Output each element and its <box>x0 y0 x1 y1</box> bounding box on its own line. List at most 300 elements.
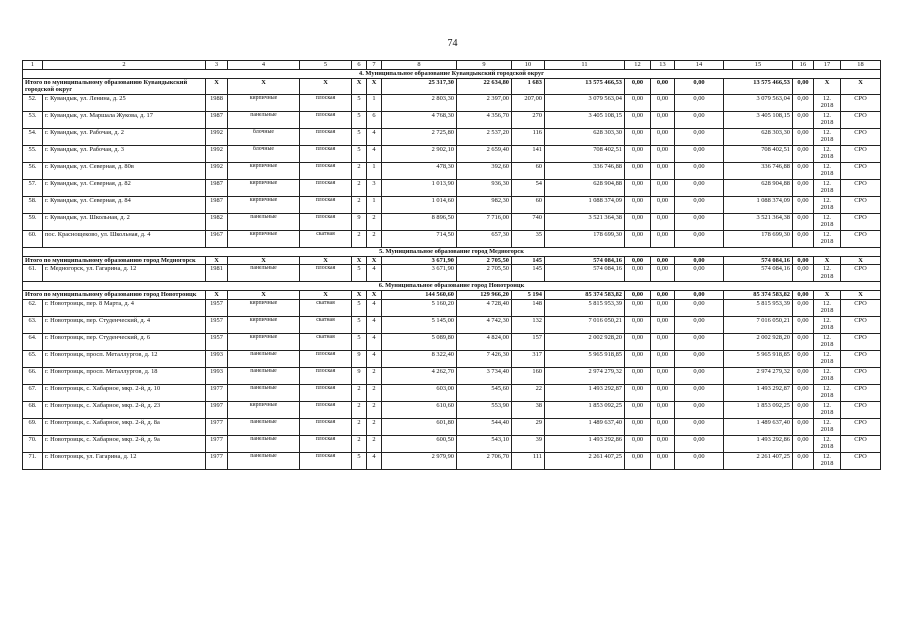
table-cell-addr: г. Новотроицк, пер. Студенческий, д. 4 <box>43 316 206 333</box>
table-cell-addr: г. Новотроицк, ул. Гагарина, д. 12 <box>43 452 206 469</box>
total-cell: 0,00 <box>675 79 724 95</box>
table-cell-ent: 1 <box>367 94 382 111</box>
total-cell: X <box>228 256 300 264</box>
table-cell-floors: 5 <box>352 145 367 162</box>
table-cell-z1: 0,00 <box>625 384 651 401</box>
table-row <box>23 213 881 230</box>
table-cell-area2: 2 397,00 <box>457 94 512 111</box>
total-cell: 0,00 <box>793 256 814 264</box>
table-cell-roof: плоская <box>300 265 352 282</box>
table-cell-way: СРО <box>841 128 881 145</box>
table-cell-addr: г. Новотроицк, с. Хабарное, мкр. 2-й, д. 23 <box>43 401 206 418</box>
total-cell: X <box>367 256 382 264</box>
table-cell-ent: 2 <box>367 213 382 230</box>
table-cell-area: 1 013,90 <box>382 179 457 196</box>
table-cell-floors: 5 <box>352 452 367 469</box>
table-cell-walls: блочные <box>228 145 300 162</box>
table-cell-cost: 3 521 364,38 <box>545 213 625 230</box>
table-cell-addr: г. Кувандык, ул. Северная, д. 82 <box>43 179 206 196</box>
table-cell-addr: г. Медногорск, ул. Гагарина, д. 12 <box>43 265 206 282</box>
table-cell-cost: 3 405 108,15 <box>545 111 625 128</box>
table-cell-n: 64. <box>23 333 43 350</box>
table-cell-ent: 1 <box>367 162 382 179</box>
table-cell-z2: 0,00 <box>651 384 675 401</box>
table-cell-area: 8 896,50 <box>382 213 457 230</box>
table-cell-z3: 0,00 <box>675 350 724 367</box>
total-cell: 145 <box>512 256 545 264</box>
table-cell-year: 1957 <box>206 299 228 316</box>
table-cell-addr: г. Новотроицк, с. Хабарное, мкр. 2-й, д. 8а <box>43 418 206 435</box>
table-cell-area: 4 262,70 <box>382 367 457 384</box>
table-cell-z4: 0,00 <box>793 145 814 162</box>
table-cell-roof: скатная <box>300 333 352 350</box>
table-cell-z4: 0,00 <box>793 162 814 179</box>
table-cell-z2: 0,00 <box>651 162 675 179</box>
table-cell-addr: г. Новотроицк, просп. Металлургов, д. 18 <box>43 367 206 384</box>
table-row <box>23 265 881 282</box>
table-cell-addr: г. Новотроицк, просп. Металлургов, д. 12 <box>43 350 206 367</box>
table-cell-floors: 5 <box>352 299 367 316</box>
total-cell: X <box>206 291 228 299</box>
table-cell-z4: 0,00 <box>793 94 814 111</box>
table-cell-ent: 1 <box>367 196 382 213</box>
table-cell-n: 69. <box>23 418 43 435</box>
table-cell-cost: 628 904,88 <box>545 179 625 196</box>
table-cell-cost2: 336 746,88 <box>724 162 793 179</box>
total-cell: X <box>841 79 881 95</box>
section-title: 6. Муниципальное образование город Новотроицк <box>23 282 881 291</box>
table-cell-people: 29 <box>512 418 545 435</box>
table-cell-z4: 0,00 <box>793 299 814 316</box>
table-cell-z1: 0,00 <box>625 179 651 196</box>
table-cell-cost2: 1 489 637,40 <box>724 418 793 435</box>
table-cell-area: 714,50 <box>382 230 457 247</box>
table-cell-z3: 0,00 <box>675 162 724 179</box>
table-cell-date: 12. 2018 <box>814 179 841 196</box>
table-cell-way: СРО <box>841 94 881 111</box>
table-cell-cost2: 178 699,30 <box>724 230 793 247</box>
table-cell-cost2: 3 079 563,04 <box>724 94 793 111</box>
table-cell-z4: 0,00 <box>793 230 814 247</box>
table-cell-z4: 0,00 <box>793 111 814 128</box>
total-cell: X <box>814 256 841 264</box>
table-cell-walls: панельные <box>228 384 300 401</box>
table-cell-way: СРО <box>841 230 881 247</box>
total-cell: 25 317,30 <box>382 79 457 95</box>
column-number: 1 <box>23 61 43 70</box>
table-cell-floors: 2 <box>352 230 367 247</box>
table-row <box>23 162 881 179</box>
table-cell-area2: 3 734,40 <box>457 367 512 384</box>
table-cell-addr: г. Кувандык, ул. Рабочая, д. 2 <box>43 128 206 145</box>
table-cell-area: 603,00 <box>382 384 457 401</box>
total-cell: X <box>352 79 367 95</box>
table-cell-date: 12. 2018 <box>814 145 841 162</box>
table-cell-roof: плоская <box>300 367 352 384</box>
table-cell-z3: 0,00 <box>675 94 724 111</box>
table-cell-n: 61. <box>23 265 43 282</box>
column-number: 13 <box>651 61 675 70</box>
table-cell-z2: 0,00 <box>651 265 675 282</box>
table-cell-cost: 336 746,88 <box>545 162 625 179</box>
table-cell-people: 39 <box>512 435 545 452</box>
table-cell-ent: 2 <box>367 418 382 435</box>
table-cell-addr: г. Новотроицк, пер. Студенческий, д. 6 <box>43 333 206 350</box>
table-row <box>23 452 881 469</box>
table-cell-roof: плоская <box>300 128 352 145</box>
table-cell-date: 12. 2018 <box>814 418 841 435</box>
table-cell-cost: 178 699,30 <box>545 230 625 247</box>
table-cell-addr: г. Новотроицк, с. Хабарное, мкр. 2-й, д. 9а <box>43 435 206 452</box>
table-cell-addr: г. Кувандык, ул. Школьная, д. 2 <box>43 213 206 230</box>
table-cell-walls: панельные <box>228 367 300 384</box>
table-cell-ent: 4 <box>367 265 382 282</box>
table-cell-z4: 0,00 <box>793 418 814 435</box>
table-row <box>23 94 881 111</box>
table-cell-z1: 0,00 <box>625 418 651 435</box>
table-row <box>23 299 881 316</box>
table-cell-roof: плоская <box>300 145 352 162</box>
table-cell-cost2: 2 002 928,20 <box>724 333 793 350</box>
table-cell-cost: 1 493 292,86 <box>545 435 625 452</box>
table-cell-people: 160 <box>512 367 545 384</box>
total-cell: X <box>841 291 881 299</box>
table-cell-z1: 0,00 <box>625 230 651 247</box>
column-number: 7 <box>367 61 382 70</box>
total-cell: X <box>367 291 382 299</box>
table-cell-cost: 7 016 050,21 <box>545 316 625 333</box>
table-cell-cost2: 5 965 918,85 <box>724 350 793 367</box>
section-heading-row <box>23 70 881 79</box>
table-cell-area: 610,60 <box>382 401 457 418</box>
table-cell-floors: 2 <box>352 179 367 196</box>
table-cell-floors: 5 <box>352 111 367 128</box>
column-number: 17 <box>814 61 841 70</box>
table-cell-z3: 0,00 <box>675 401 724 418</box>
column-number: 2 <box>43 61 206 70</box>
total-cell: 129 966,20 <box>457 291 512 299</box>
table-cell-area: 1 014,60 <box>382 196 457 213</box>
table-cell-area2: 544,40 <box>457 418 512 435</box>
table-cell-cost: 2 974 279,32 <box>545 367 625 384</box>
table-cell-date: 12. 2018 <box>814 452 841 469</box>
total-cell: X <box>367 79 382 95</box>
table-cell-people: 148 <box>512 299 545 316</box>
table-cell-area2: 982,30 <box>457 196 512 213</box>
table-cell-roof: плоская <box>300 179 352 196</box>
table-cell-year: 1977 <box>206 452 228 469</box>
table-cell-way: СРО <box>841 179 881 196</box>
table-cell-year: 1993 <box>206 367 228 384</box>
total-cell: X <box>228 291 300 299</box>
table-cell-walls: кирпичные <box>228 162 300 179</box>
table-cell-floors: 2 <box>352 196 367 213</box>
table-cell-ent: 4 <box>367 145 382 162</box>
table-cell-addr: г. Кувандык, ул. Северная, д. 84 <box>43 196 206 213</box>
total-cell: 0,00 <box>625 79 651 95</box>
table-cell-z4: 0,00 <box>793 265 814 282</box>
table-cell-ent: 2 <box>367 435 382 452</box>
table-cell-cost: 574 084,16 <box>545 265 625 282</box>
table-cell-walls: кирпичные <box>228 316 300 333</box>
table-cell-date: 12. 2018 <box>814 230 841 247</box>
table-cell-roof: плоская <box>300 452 352 469</box>
table-cell-n: 58. <box>23 196 43 213</box>
table-cell-floors: 2 <box>352 162 367 179</box>
table-cell-area: 2 979,90 <box>382 452 457 469</box>
column-number: 16 <box>793 61 814 70</box>
table-cell-z2: 0,00 <box>651 230 675 247</box>
table-cell-cost: 5 965 918,85 <box>545 350 625 367</box>
table-cell-addr: пос. Краснощеково, ул. Школьная, д. 4 <box>43 230 206 247</box>
table-cell-n: 63. <box>23 316 43 333</box>
table-cell-way: СРО <box>841 196 881 213</box>
table-cell-z3: 0,00 <box>675 128 724 145</box>
table-cell-n: 54. <box>23 128 43 145</box>
table-cell-roof: плоская <box>300 435 352 452</box>
table-cell-year: 1957 <box>206 333 228 350</box>
column-number: 4 <box>228 61 300 70</box>
table-cell-z2: 0,00 <box>651 179 675 196</box>
table-cell-area: 601,80 <box>382 418 457 435</box>
table-cell-z1: 0,00 <box>625 94 651 111</box>
total-cell: 1 683 <box>512 79 545 95</box>
table-cell-ent: 4 <box>367 299 382 316</box>
table-cell-area2: 657,30 <box>457 230 512 247</box>
table-cell-z2: 0,00 <box>651 452 675 469</box>
table-cell-cost: 1 493 292,87 <box>545 384 625 401</box>
section-heading-row <box>23 247 881 256</box>
table-cell-roof: плоская <box>300 196 352 213</box>
table-cell-addr: г. Кувандык, ул. Рабочая, д. 3 <box>43 145 206 162</box>
table-cell-z1: 0,00 <box>625 367 651 384</box>
table-cell-way: СРО <box>841 145 881 162</box>
table-cell-way: СРО <box>841 350 881 367</box>
table-cell-walls: панельные <box>228 213 300 230</box>
table-cell-n: 70. <box>23 435 43 452</box>
table-cell-area: 5 089,80 <box>382 333 457 350</box>
table-cell-n: 62. <box>23 299 43 316</box>
table-cell-z3: 0,00 <box>675 145 724 162</box>
table-cell-walls: кирпичные <box>228 196 300 213</box>
table-cell-year: 1987 <box>206 111 228 128</box>
total-label: Итого по муниципальному образованию город Новотроицк <box>23 291 206 299</box>
total-cell: 85 374 583,82 <box>724 291 793 299</box>
table-cell-n: 59. <box>23 213 43 230</box>
table-cell-area: 8 322,40 <box>382 350 457 367</box>
column-number: 14 <box>675 61 724 70</box>
total-label: Итого по муниципальному образованию город Медногорск <box>23 256 206 264</box>
table-cell-way: СРО <box>841 162 881 179</box>
total-row <box>23 79 881 95</box>
table-row <box>23 316 881 333</box>
table-cell-z2: 0,00 <box>651 128 675 145</box>
total-cell: 0,00 <box>675 291 724 299</box>
table-cell-year: 1987 <box>206 196 228 213</box>
table-cell-n: 60. <box>23 230 43 247</box>
table-cell-walls: панельные <box>228 452 300 469</box>
table-cell-area2: 4 728,40 <box>457 299 512 316</box>
table-cell-people: 740 <box>512 213 545 230</box>
table-cell-way: СРО <box>841 418 881 435</box>
table-cell-cost2: 5 815 953,39 <box>724 299 793 316</box>
table-cell-z2: 0,00 <box>651 350 675 367</box>
table-cell-people: 270 <box>512 111 545 128</box>
table-cell-date: 12. 2018 <box>814 435 841 452</box>
table-cell-cost2: 628 904,88 <box>724 179 793 196</box>
table-cell-area2: 553,90 <box>457 401 512 418</box>
total-cell: 0,00 <box>625 256 651 264</box>
table-row <box>23 230 881 247</box>
table-cell-floors: 5 <box>352 265 367 282</box>
table-cell-area: 2 902,10 <box>382 145 457 162</box>
table-cell-n: 57. <box>23 179 43 196</box>
table-cell-cost2: 1 493 292,87 <box>724 384 793 401</box>
table-cell-z2: 0,00 <box>651 145 675 162</box>
table-cell-z4: 0,00 <box>793 213 814 230</box>
total-cell: 22 634,80 <box>457 79 512 95</box>
table-cell-z3: 0,00 <box>675 435 724 452</box>
table-cell-z4: 0,00 <box>793 128 814 145</box>
total-row <box>23 256 881 264</box>
table-cell-cost: 1 853 092,25 <box>545 401 625 418</box>
table-cell-z3: 0,00 <box>675 196 724 213</box>
table-cell-roof: скатная <box>300 230 352 247</box>
column-number: 10 <box>512 61 545 70</box>
table-cell-area: 5 160,20 <box>382 299 457 316</box>
table-cell-cost: 1 088 374,09 <box>545 196 625 213</box>
table-cell-z3: 0,00 <box>675 418 724 435</box>
table-cell-date: 12. 2018 <box>814 299 841 316</box>
table-cell-people: 317 <box>512 350 545 367</box>
table-cell-people: 35 <box>512 230 545 247</box>
table-cell-people: 157 <box>512 333 545 350</box>
table-cell-people: 60 <box>512 196 545 213</box>
table-cell-people: 22 <box>512 384 545 401</box>
table-cell-cost2: 3 521 364,38 <box>724 213 793 230</box>
table-cell-area2: 7 426,30 <box>457 350 512 367</box>
table-cell-z3: 0,00 <box>675 265 724 282</box>
table-cell-way: СРО <box>841 367 881 384</box>
table-cell-floors: 9 <box>352 367 367 384</box>
table-cell-z2: 0,00 <box>651 111 675 128</box>
total-cell: X <box>352 256 367 264</box>
total-cell: 13 575 466,53 <box>545 79 625 95</box>
table-cell-way: СРО <box>841 213 881 230</box>
table-cell-ent: 3 <box>367 179 382 196</box>
table-cell-way: СРО <box>841 435 881 452</box>
table-cell-area2: 4 356,70 <box>457 111 512 128</box>
table-cell-year: 1988 <box>206 94 228 111</box>
table-cell-way: СРО <box>841 111 881 128</box>
total-cell: X <box>300 291 352 299</box>
table-cell-walls: кирпичные <box>228 299 300 316</box>
table-cell-area: 3 671,90 <box>382 265 457 282</box>
total-cell: X <box>814 79 841 95</box>
table-cell-roof: плоская <box>300 111 352 128</box>
table-cell-z4: 0,00 <box>793 367 814 384</box>
table-cell-people: 145 <box>512 265 545 282</box>
table-cell-z4: 0,00 <box>793 196 814 213</box>
total-cell: 144 560,60 <box>382 291 457 299</box>
table-cell-date: 12. 2018 <box>814 350 841 367</box>
table-cell-people: 111 <box>512 452 545 469</box>
table-cell-cost2: 1 853 092,25 <box>724 401 793 418</box>
table-cell-z4: 0,00 <box>793 401 814 418</box>
table-cell-people: 132 <box>512 316 545 333</box>
table-cell-area2: 2 537,20 <box>457 128 512 145</box>
table-cell-roof: плоская <box>300 418 352 435</box>
table-cell-floors: 2 <box>352 435 367 452</box>
table-cell-walls: панельные <box>228 111 300 128</box>
table-cell-year: 1977 <box>206 418 228 435</box>
table-cell-area2: 545,60 <box>457 384 512 401</box>
table-cell-walls: кирпичные <box>228 401 300 418</box>
table-row <box>23 179 881 196</box>
table-cell-roof: плоская <box>300 213 352 230</box>
total-cell: X <box>814 291 841 299</box>
table-cell-z4: 0,00 <box>793 316 814 333</box>
table-cell-z4: 0,00 <box>793 435 814 452</box>
table-cell-area2: 4 824,00 <box>457 333 512 350</box>
housing-register-table <box>22 60 881 470</box>
table-cell-way: СРО <box>841 299 881 316</box>
table-cell-n: 52. <box>23 94 43 111</box>
table-cell-cost2: 2 974 279,32 <box>724 367 793 384</box>
table-cell-z1: 0,00 <box>625 401 651 418</box>
table-cell-year: 1967 <box>206 230 228 247</box>
table-cell-floors: 2 <box>352 384 367 401</box>
table-cell-addr: г. Кувандык, ул. Маршала Жукова, д. 17 <box>43 111 206 128</box>
table-cell-ent: 2 <box>367 230 382 247</box>
table-cell-roof: плоская <box>300 350 352 367</box>
table-cell-year: 1982 <box>206 213 228 230</box>
total-cell: 0,00 <box>793 79 814 95</box>
table-cell-z3: 0,00 <box>675 111 724 128</box>
table-cell-date: 12. 2018 <box>814 196 841 213</box>
table-cell-way: СРО <box>841 401 881 418</box>
table-cell-z2: 0,00 <box>651 418 675 435</box>
section-title: 5. Муниципальное образование город Медногорск <box>23 247 881 256</box>
table-cell-n: 55. <box>23 145 43 162</box>
table-cell-date: 12. 2018 <box>814 367 841 384</box>
table-cell-area: 478,30 <box>382 162 457 179</box>
table-row <box>23 350 881 367</box>
total-cell: 85 374 583,82 <box>545 291 625 299</box>
table-cell-z3: 0,00 <box>675 213 724 230</box>
table-row <box>23 196 881 213</box>
table-cell-year: 1992 <box>206 145 228 162</box>
table-cell-roof: плоская <box>300 162 352 179</box>
table-row <box>23 333 881 350</box>
table-cell-cost2: 574 084,16 <box>724 265 793 282</box>
table-cell-z3: 0,00 <box>675 299 724 316</box>
table-cell-n: 53. <box>23 111 43 128</box>
table-cell-area2: 4 742,30 <box>457 316 512 333</box>
table-cell-area2: 2 659,40 <box>457 145 512 162</box>
total-row <box>23 291 881 299</box>
table-cell-year: 1992 <box>206 162 228 179</box>
table-cell-z1: 0,00 <box>625 128 651 145</box>
column-number: 15 <box>724 61 793 70</box>
table-cell-cost: 2 261 407,25 <box>545 452 625 469</box>
table-cell-floors: 5 <box>352 94 367 111</box>
table-cell-ent: 4 <box>367 452 382 469</box>
table-row <box>23 367 881 384</box>
total-cell: 0,00 <box>675 256 724 264</box>
table-cell-cost: 3 079 563,04 <box>545 94 625 111</box>
table-cell-cost: 1 489 637,40 <box>545 418 625 435</box>
